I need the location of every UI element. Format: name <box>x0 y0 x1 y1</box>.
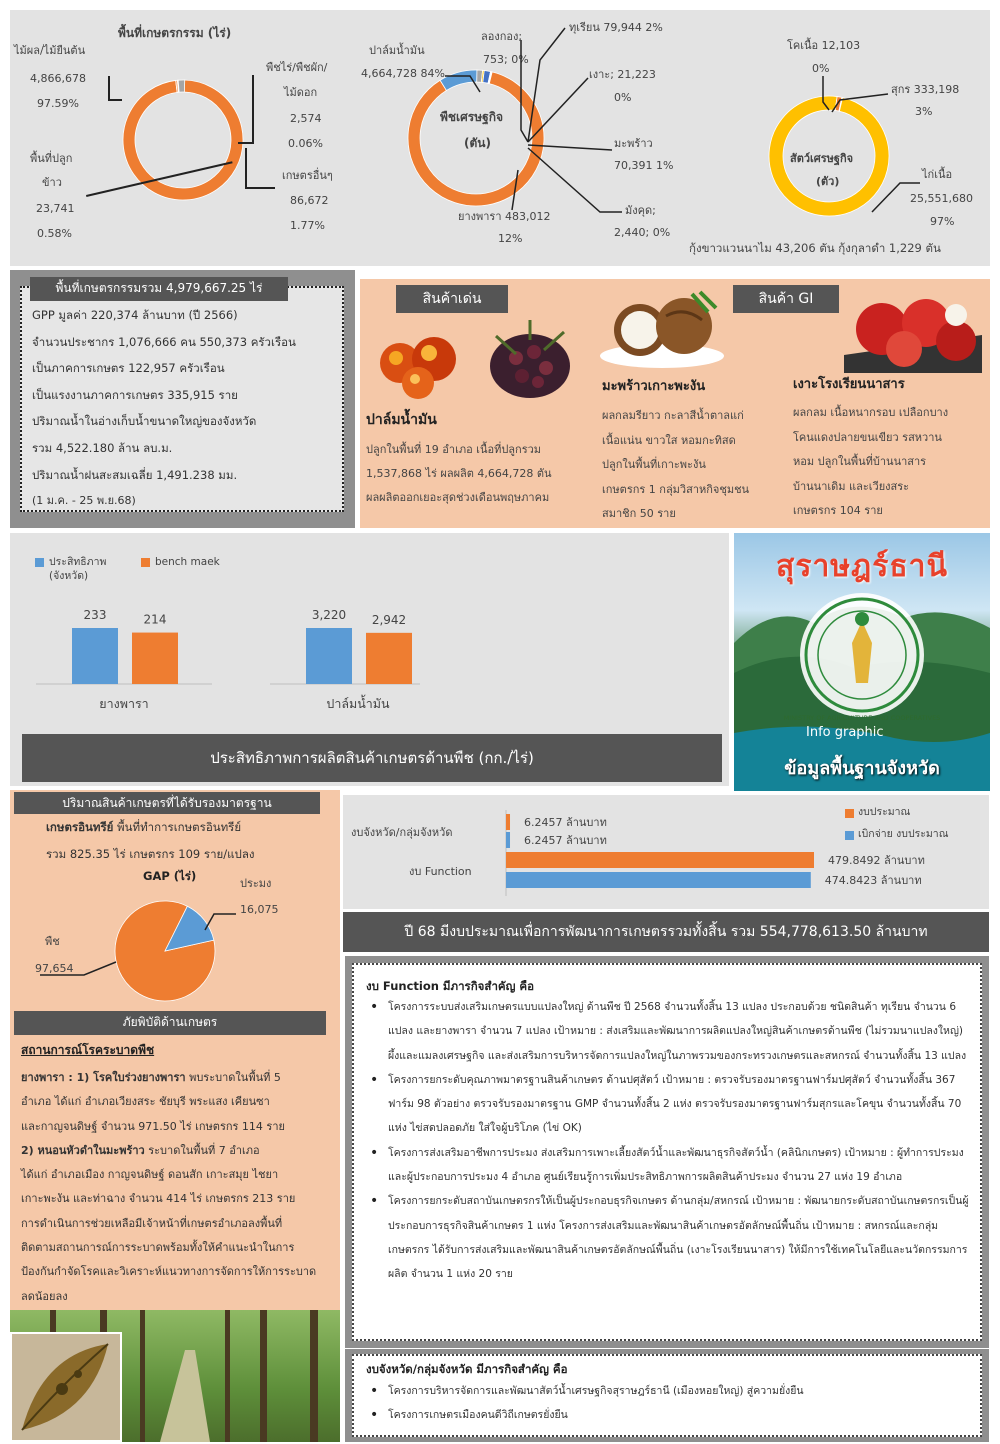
yield-legend-label-2: bench maek <box>155 556 220 568</box>
palm-bunch-image <box>476 316 584 404</box>
gap-fishery-label: ประมง <box>240 877 272 890</box>
agri-other-value: 86,672 <box>290 194 329 207</box>
rambutan-desc-3: หอม ปลูกในพื้นที่บ้านนาสาร <box>793 455 927 469</box>
budget-bar-label-0-1: 6.2457 ล้านบาท <box>524 834 607 847</box>
disaster-line: ลดน้อยลง <box>21 1289 68 1303</box>
disaster-line: ป้องกันกำจัดโรคและวิเคราะห์แนวทางการจัดการให้การระบาด <box>21 1265 317 1279</box>
summary-line-period: (1 ม.ค. - 25 พ.ย.68) <box>32 494 136 508</box>
donut-agri-area-title: พื้นที่เกษตรกรรม (ไร่) <box>118 26 232 40</box>
yield-bar-label-1-0: 3,220 <box>311 608 347 622</box>
agri-field-crop-label-2: ไม้ดอก <box>284 86 318 99</box>
crop-rubber-value: 12% <box>498 232 523 245</box>
function-item: • โครงการยกระดับสถาบันเกษตรกรให้เป็นผู้ประกอบธุรกิจเกษตร ด้านกลุ่ม/สหกรณ์ เป้าหมาย : พัฒนายกระดับสถาบันเกษตรกรเป็นผู้ประกอบการธุรกิจสินค้าเกษตร 1 แห่ง โครงการส่งเสริมและพัฒนาสินค้าเกษตรอัตลักษณ์พื้นถิ่น เป้าหมาย : สหกรณ์และกลุ่มเกษตรกร ได้รับการส่งเสริมและพัฒนาสินค้าเกษตรอัตลักษณ์พื้นถิ่น (เงาะโรงเรียนนาสาร) ให้มีการใช้เทคโนโลยีและนวัตกรรมการผลิต จำนวน 1 แห่ง 20 ราย <box>366 1189 970 1286</box>
donut-livestock-title-1: สัตว์เศรษฐกิจ <box>790 152 854 165</box>
rambutan-desc-5: เกษตรกร 104 ราย <box>793 504 883 518</box>
agri-orchard-percent: 97.59% <box>37 97 79 110</box>
crop-rambutan-value: 0% <box>614 91 632 104</box>
function-box <box>345 956 989 1348</box>
province-budget-item: • โครงการเกษตรเมืองคนดีวิถีเกษตรยั่งยืน <box>366 1403 970 1427</box>
palm-title: ปาล์มน้ำมัน <box>366 412 437 428</box>
function-item: • โครงการยกระดับคุณภาพมาตรฐานสินค้าเกษตร ด้านปศุสัตว์ เป้าหมาย : ตรวจรับรองมาตรฐานฟาร์มปศุสัตว์ จำนวนทั้งสิ้น 367 ฟาร์ม 98 ตัวอย่าง ตรวจรับรองมาตรฐาน GMP จำนวนทั้งสิ้น 2 แห่ง ตรวจรับรองมาตรฐานฟาร์มสุกรและโคขุน จำนวนทั้งสิ้น 70 แห่ง ไข่สดปลอดภัย ใส่ใจผู้บริโภค (ไข่ OK) <box>366 1068 970 1141</box>
crop-durian-label: ทุเรียน 79,944 2% <box>569 21 663 34</box>
palm-desc-2: 1,537,868 ไร่ ผลผลิต 4,664,728 ตัน <box>366 467 552 480</box>
crop-rambutan-label: เงาะ; 21,223 <box>589 68 656 81</box>
palm-desc <box>366 438 552 510</box>
donut-econ-crops-title-2: (ตัน) <box>464 136 491 150</box>
yield-bar-label-0-1: 214 <box>143 612 167 627</box>
summary-line-labour: เป็นแรงงานภาคการเกษตร 335,915 ราย <box>32 387 238 402</box>
yield-bar-label-0-0: 233 <box>83 608 107 622</box>
gap-fishery-value: 16,075 <box>240 903 279 916</box>
disaster-line: 2) หนอนหัวดำในมะพร้าว ระบาดในพื้นที่ 7 อำเภอ <box>21 1143 260 1157</box>
province-budget-heading: งบจังหวัด/กลุ่มจังหวัด มีภารกิจสำคัญ คือ <box>366 1362 568 1376</box>
gap-title: GAP (ไร่) <box>143 869 197 883</box>
certified-organic-line2: รวม 825.35 ไร่ เกษตรกร 109 ราย/แปลง <box>46 847 255 861</box>
certified-label: ปริมาณสินค้าเกษตรที่ได้รับรองมาตรฐาน <box>14 792 320 814</box>
province-name: สุราษฎร์ธานี <box>776 549 948 584</box>
crop-palm-label: ปาล์มน้ำมัน <box>369 44 425 57</box>
disaster-label: ภัยพิบัติด้านเกษตร <box>14 1011 326 1035</box>
summary-line-households: เป็นภาคการเกษตร 122,957 ครัวเรือน <box>32 361 225 376</box>
yield-category-1: ปาล์มน้ำมัน <box>326 696 390 711</box>
budget-bar-label-1-1: 474.8423 ล้านบาท <box>824 874 922 887</box>
coconut-title: มะพร้าวเกาะพะงัน <box>602 379 706 394</box>
agri-field-crop-value: 2,574 <box>290 112 322 125</box>
donut-econ-crops-title-1: พืชเศรษฐกิจ <box>440 110 504 124</box>
crop-mangosteen-label: มังคุด; <box>625 204 656 217</box>
summary-line-reservoir: ปริมาณน้ำในอ่างเก็บน้ำขนาดใหญ่ของจังหวัด <box>32 414 257 429</box>
crop-mangosteen-value: 2,440; 0% <box>614 226 671 239</box>
province-seal-text: MINISTRY OF AGRICULTURE AND COOPERATIVES <box>783 714 941 722</box>
agri-field-crop-label-1: พืชไร่/พืชผัก/ <box>266 61 328 74</box>
livestock-beef-percent: 0% <box>812 62 830 75</box>
province-caption: ข้อมูลพื้นฐานจังหวัด <box>784 758 940 779</box>
gap-leader-lines <box>0 0 340 1000</box>
coconut-desc-4: เกษตรกร 1 กลุ่มวิสาหกิจชุมชน <box>602 482 750 496</box>
crop-longkong-label: ลองกอง; <box>481 30 523 43</box>
budget-bar-label-1-0: 479.8492 ล้านบาท <box>828 854 925 867</box>
coconut-desc-1: ผลกลมรียาว กะลาสีน้ำตาลแก่ <box>602 409 744 422</box>
province-infographic: Info graphic <box>806 725 884 740</box>
crop-longkong-value: 753; 0% <box>483 53 529 66</box>
disaster-line: ได้แก่ อำเภอเมือง กาญจนดิษฐ์ ดอนสัก เกาะสมุย ไชยา <box>21 1168 279 1182</box>
palm-desc-3: ผลผลิตออกเยอะสุดช่วงเดือนพฤษภาคม <box>366 491 550 504</box>
rambutan-desc-2: โคนแดงปลายขนเขียว รสหวาน <box>793 430 942 444</box>
budget-legend-label-1: งบประมาณ <box>858 806 911 818</box>
certified-organic-rest: พื้นที่ทำการเกษตรอินทรีย์ <box>113 820 242 834</box>
province-budget-item: • โครงการบริหารจัดการและพัฒนาสัตว์น้ำเศรษฐกิจสุราษฎร์ธานี (เมืองหอยใหญ่) สู่ความยั่งยืน <box>366 1379 970 1403</box>
budget-bar-label-0-0: 6.2457 ล้านบาท <box>524 816 607 829</box>
agri-rice-label-2: ข้าว <box>42 176 62 189</box>
disaster-line: ติดตามสถานการณ์การระบาดพร้อมทั้งให้คำแนะนำในการ <box>21 1241 295 1255</box>
disaster-line: การดำเนินการช่วยเหลือมีเจ้าหน้าที่เกษตรอำเภอลงพื้นที่ <box>21 1216 283 1230</box>
province-budget-box <box>345 1349 989 1442</box>
disaster-line: ยางพารา : 1) โรคใบร่วงยางพารา พบระบาดในพื้นที่ 5 <box>21 1071 281 1084</box>
livestock-chicken-value: 25,551,680 <box>910 192 973 205</box>
gap-plant-value: 97,654 <box>35 962 74 975</box>
rambutan-desc-4: บ้านนาเดิม และเวียงสระ <box>793 479 910 493</box>
coconut-desc <box>602 404 749 527</box>
palm-fruit-image <box>372 323 466 401</box>
rubber-leaf-inset <box>10 1332 122 1442</box>
agri-other-label: เกษตรอื่นๆ <box>282 169 333 182</box>
province-banner <box>734 533 990 791</box>
summary-line-rainfall: ปริมาณน้ำฝนสะสมเฉลี่ย 1,491.238 มม. <box>32 467 238 482</box>
disaster-line: และกาญจนดิษฐ์ จำนวน 971.50 ไร่ เกษตรกร 114 ราย <box>21 1119 285 1133</box>
donut-livestock-title-2: (ตัว) <box>816 175 840 188</box>
coconut-desc-5: สมาชิก 50 ราย <box>602 507 676 521</box>
budget-legend-label-2: เบิกจ่าย งบประมาณ <box>858 828 949 840</box>
livestock-chicken-percent: 97% <box>930 215 955 228</box>
budget-bar-1-1 <box>506 872 811 888</box>
agri-field-crop-percent: 0.06% <box>288 137 323 150</box>
yield-legend-label-1: ประสิทธิภาพ (จังหวัด) <box>49 556 107 582</box>
yield-category-0: ยางพารา <box>99 696 149 711</box>
summary-title: พื้นที่เกษตรกรรมรวม 4,979,667.25 ไร่ <box>30 277 288 301</box>
function-list <box>366 995 970 1287</box>
agri-other-percent: 1.77% <box>290 219 325 232</box>
agri-rice-percent: 0.58% <box>37 227 72 240</box>
gap-plant-label: พืช <box>45 935 60 948</box>
livestock-pig-label: สุกร 333,198 <box>891 83 960 96</box>
disaster-heading: สถานการณ์โรคระบาดพืช <box>21 1043 155 1057</box>
livestock-beef-label: โคเนื้อ 12,103 <box>787 39 861 52</box>
yield-bar-1-1 <box>366 633 412 684</box>
certified-organic-bold: เกษตรอินทรีย์ <box>46 820 114 834</box>
budget-bar-1-0 <box>506 852 814 868</box>
livestock-pig-percent: 3% <box>915 105 933 118</box>
function-item: • โครงการส่งเสริมอาชีพการประมง ส่งเสริมการเพาะเลี้ยงสัตว์น้ำและพัฒนาธุรกิจสัตว์น้ำ (คลินิกเกษตร) เป้าหมาย : ผู้ทำการประมงและผู้ประกอบการประมง 4 อำเภอ ศูนย์เรียนรู้การเพิ่มประสิทธิภาพการผลิตสินค้าประมง จำนวน 27 แห่ง 19 อำเภอ <box>366 1141 970 1190</box>
summary-line-reservoir-total: รวม 4,522.180 ล้าน ลบ.ม. <box>32 440 173 455</box>
function-heading: งบ Function มีภารกิจสำคัญ คือ <box>366 979 534 993</box>
rambutan-image <box>844 285 982 373</box>
livestock-shrimp-note: กุ้งขาวแวนนาไม 43,206 ตัน กุ้งกุลาดำ 1,229 ตัน <box>689 241 941 255</box>
budget-bar-0-1 <box>506 832 510 848</box>
rambutan-title: เงาะโรงเรียนนาสาร <box>793 377 905 392</box>
budget-cat-province: งบจังหวัด/กลุ่มจังหวัด <box>351 826 453 839</box>
budget-cat-function: งบ Function <box>409 865 472 878</box>
coconut-desc-3: ปลูกในพื้นที่เกาะพะงัน <box>602 458 706 472</box>
budget-bar-0-0 <box>506 814 510 830</box>
crop-palm-value: 4,664,728 84% <box>361 67 445 80</box>
gi-label: สินค้า GI <box>733 285 839 313</box>
agri-orchard-value: 4,866,678 <box>30 72 86 85</box>
crop-rubber-label: ยางพารา 483,012 <box>458 210 551 223</box>
agri-orchard-label: ไม้ผล/ไม้ยืนต้น <box>14 44 86 57</box>
summary-line-population: จำนวนประชากร 1,076,666 คน 550,373 ครัวเรือน <box>32 334 296 349</box>
summary-line-gpp: GPP มูลค่า 220,374 ล้านบาท (ปี 2566) <box>32 308 238 322</box>
coconut-image <box>596 286 728 370</box>
budget-total-banner: ปี 68 มีงบประมาณเพื่อการพัฒนาการเกษตรรวมทั้งสิ้น รวม 554,778,613.50 ล้านบาท <box>343 912 989 952</box>
province-budget-list <box>366 1379 970 1428</box>
yield-chart-title: ประสิทธิภาพการผลิตสินค้าเกษตรด้านพืช (กก./ไร่) <box>22 734 722 782</box>
featured-label: สินค้าเด่น <box>396 285 508 313</box>
crop-coconut-value: 70,391 1% <box>614 159 674 172</box>
disaster-text <box>21 1066 337 1309</box>
disaster-line: อำเภอ ได้แก่ อำเภอเวียงสระ ชัยบุรี พระแสง เคียนซา <box>21 1095 270 1109</box>
crop-coconut-label: มะพร้าว <box>614 137 653 150</box>
agri-rice-label-1: พื้นที่ปลูก <box>30 152 73 165</box>
livestock-chicken-label: ไก่เนื้อ <box>922 168 953 181</box>
rubber-plantation-image <box>10 1310 340 1442</box>
rambutan-desc <box>793 401 948 524</box>
coconut-desc-2: เนื้อแน่น ขาวใส หอมกะทิสด <box>602 433 736 447</box>
rambutan-desc-1: ผลกลม เนื้อหนากรอบ เปลือกบาง <box>793 406 949 419</box>
palm-desc-1: ปลูกในพื้นที่ 19 อำเภอ เนื้อที่ปลูกรวม <box>366 443 542 456</box>
function-item: • โครงการระบบส่งเสริมเกษตรแบบแปลงใหญ่ ด้านพืช ปี 2568 จำนวนทั้งสิ้น 13 แปลง ประกอบด้วย ชนิดสินค้า ทุเรียน จำนวน 6 แปลง และยางพารา จำนวน 7 แปลง เป้าหมาย : ส่งเสริมและพัฒนาการผลิตแปลงใหญ่สินค้าเกษตรด้านพืช (ไม่รวมนาแปลงใหญ่) ผึ้งและแมลงเศรษฐกิจ และส่งเสริมการบริหารจัดการแปลงใหญ่ในภาพรวมของกระทรวงเกษตรและสหกรณ์ จำนวนทั้งสิ้น 13 แปลง <box>366 995 970 1068</box>
disaster-line: เกาะพะงัน และท่าฉาง จำนวน 414 ไร่ เกษตรกร 213 ราย <box>21 1192 296 1206</box>
budget-bar-chart <box>500 808 940 898</box>
agri-rice-value: 23,741 <box>36 202 75 215</box>
yield-bar-label-1-1: 2,942 <box>371 612 407 627</box>
